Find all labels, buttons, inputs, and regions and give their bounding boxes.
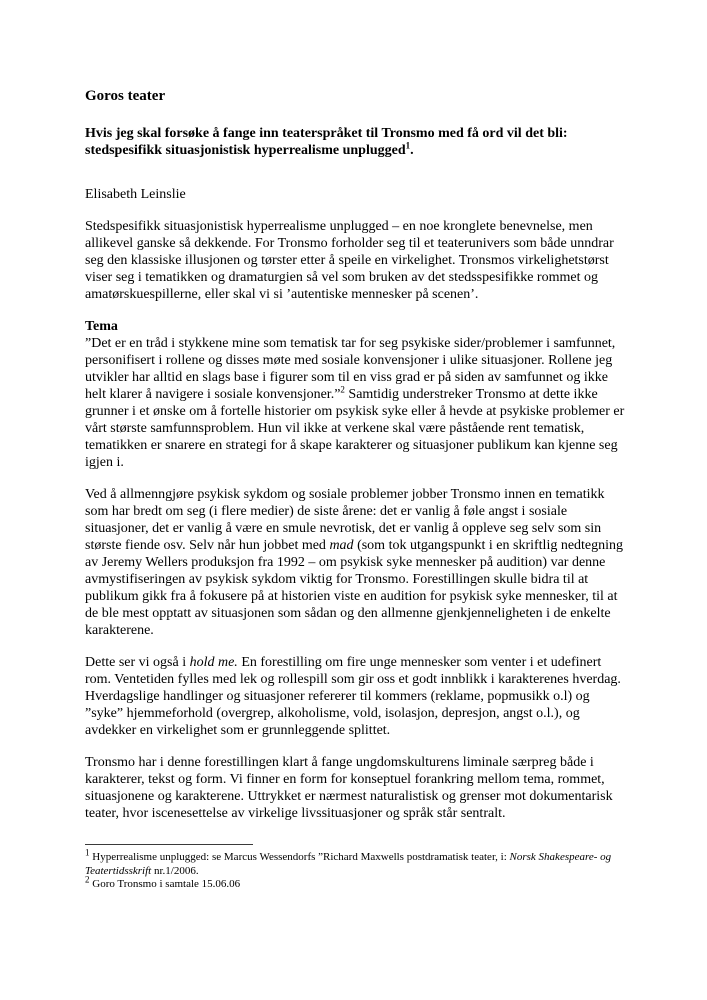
holdme-paragraph: Dette ser vi også i hold me. En forestilling om fire unge mennesker som venter i et udefinert rom. Ventetiden fylles med lek og rollespill som gir oss et godt innblikk i karakterenes hverdag. Hverdagslige handlinger og situasjoner refererer til kommers (reklame, popmusikk o.l) og ”syke” hjemmeforhold (overgrep, alkoholisme, vold, isolasjon, depresjon, angst o.l.), og avdekker en virkelighet som er grunnleggende splittet.	[85, 655, 621, 738]
footnote-separator	[85, 844, 253, 845]
author-line: Elisabeth Leinslie	[85, 187, 186, 202]
footnote-1: $^1$ Hyperrealisme unplugged: se Marcus Wessendorfs ”Richard Maxwells postdramatisk teater, i: Norsk Shakespeare- og Teatertidsskrift nr.1/2006.	[85, 847, 612, 877]
mad-paragraph: Ved å allmenngjøre psykisk sykdom og sosiale problemer jobber Tronsmo innen en tematikk som har bredt om seg (i flere medier) de siste årene: det er vanlig å føle angst i sosiale situasjoner, det er vanlig å være en smule nevrotisk, det er vanlig å oppleve seg selv som sin største fiende osv. Selv når hun jobbet med mad (som tok utgangspunkt i en skriftlig nedtegning av Jeremy Wellers produksjon fra 1992 – om psykisk syke mennesker på audition) var denne avmystifiseringen av psykisk sykdom viktig for Tronsmo. Forestillingen skulle bidra til at publikum gikk fra å fokusere på at historien viste en audition for psykisk syke mennesker, til at de ble mest opptatt av situasjonen som sådan og den allmenne gjenkjenneligheten i de enkelte karakterene.	[85, 487, 624, 638]
page-title: Goros teater	[85, 88, 166, 104]
intro-paragraph: Stedspesifikk situasjonistisk hyperrealisme unplugged – en noe kronglete benevnelse, men allikevel ganske så dekkende. For Tronsmo forholder seg til et teaterunivers som både unndrar seg den klassiske illusjonen og tørster etter å speile en virkelighet. Tronsmos virkelighetstørst viser seg i tematikken og dramaturgien så vel som bruken av det stedsspesifikke rommet og amatørskuespillerne, eller skal vi si ’autentiske mennesker på scenen’.	[85, 219, 614, 302]
section-heading-tema: Tema	[85, 319, 118, 334]
tema-paragraph: ”Det er en tråd i stykkene mine som tematisk tar for seg psykiske sider/problemer i samfunnet, personifisert i rollene og disses møte med sosiale konvensjoner i ulike situasjoner. Rollene jeg utvikler har alltid en slags base i figurer som til en viss grad er på siden av samfunnet og ikke helt klarer å navigere i sosiale konvensjoner.”$^2$ Samtidig understreker Tronsmo at dette ikke grunner i et ønske om å fortelle historier om psykisk syke eller å hevde at psykiske problemer er vårt største samfunnsproblem. Hun vil ikke at verkene skal være påstående rent tematisk, tematikken er snarere en strategi for å skape karakterer og situasjoner publikum kan kjenne seg igjen i.	[85, 336, 625, 470]
footnote-2: $^2$ Goro Tronsmo i samtale 15.06.06	[85, 874, 241, 890]
lede-paragraph: Hvis jeg skal forsøke å fange inn teaterspråket til Tronsmo med få ord vil det bli: stedspesifikk situasjonistisk hyperrealisme unplugged$^1$.	[85, 126, 568, 158]
form-paragraph: Tronsmo har i denne forestillingen klart å fange ungdomskulturens liminale særpreg både i karakterer, tekst og form. Vi finner en form for konseptuel forankring mellom tema, rommet, situasjonene og karakterene. Uttrykket er nærmest naturalistisk og grenser mot dokumentarisk teater, hvor iscenesettelse av virkelige livssituasjoner og språk står sentralt.	[85, 755, 613, 821]
